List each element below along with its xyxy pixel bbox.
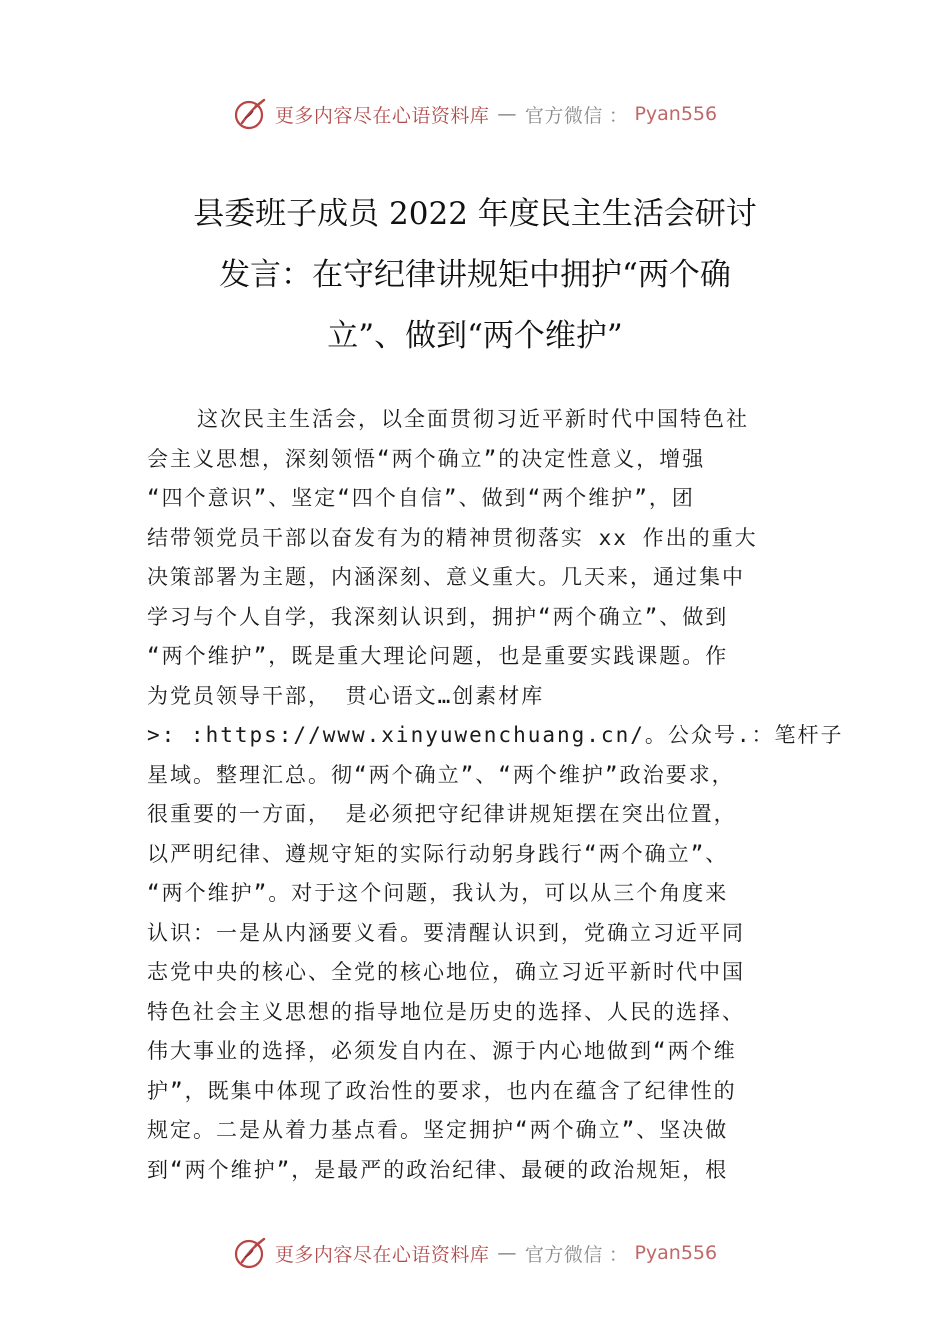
banner-slogan: 更多内容尽在心语资料库	[274, 1243, 490, 1266]
footer-banner	[0, 1233, 950, 1273]
body-line: 认识：一是从内涵要义看。要清醒认识到，党确立习近平同	[147, 920, 745, 945]
body-line: 决策部署为主题，内涵深刻、意义重大。几天来，通过集中	[147, 565, 745, 589]
body-line: 学习与个人自学，我深刻认识到，拥护“两个确立”、做到	[147, 604, 729, 629]
banner-wechat-label: 官方微信	[524, 104, 603, 127]
banner-wechat-id: Pyan556	[634, 1242, 718, 1264]
body-line: 会主义思想，深刻领悟“两个确立”的决定性意义，增强	[147, 446, 706, 471]
banner-separator: —	[497, 103, 517, 125]
banner-separator: —	[497, 1242, 517, 1264]
body-line: 星域。整理汇总。彻“两个确立”、“两个维护”政治要求，	[147, 762, 735, 787]
banner-slogan: 更多内容尽在心语资料库	[274, 104, 490, 127]
body-line: 结带领党员干部以奋发有为的精神贯彻落实 xx 作出的重大	[147, 525, 758, 550]
document-title	[120, 184, 830, 367]
title-line: 县委班子成员 2022 年度民主生活会研讨	[193, 196, 757, 232]
quill-logo-icon	[233, 96, 269, 132]
body-line: “两个维护”，既是重大理论问题，也是重要实践课题。作	[147, 644, 729, 668]
body-line: “四个意识”、坚定“四个自信”、做到“两个维护”，团	[147, 486, 695, 510]
banner-colon: ：	[608, 1243, 629, 1266]
quill-logo-icon	[233, 1235, 269, 1271]
banner-wechat-label: 官方微信	[524, 1243, 603, 1266]
body-line: 这次民主生活会，以全面贯彻习近平新时代中国特色社	[197, 407, 749, 431]
body-line: 护”，既集中体现了政治性的要求，也内在蕴含了纪律性的	[147, 1078, 737, 1103]
body-line: 规定。二是从着力基点看。坚定拥护“两个确立”、坚决做	[147, 1118, 729, 1142]
header-banner	[0, 94, 950, 134]
body-line: 特色社会主义思想的指导地位是历史的选择、人民的选择、	[147, 999, 745, 1024]
body-line: 志党中央的核心、全党的核心地位，确立习近平新时代中国	[147, 960, 745, 984]
body-line: >: :https://www.xinyuwenchuang.cn/。公众号.：笔杆子	[147, 723, 844, 747]
body-line: 以严明纪律、遵规守矩的实际行动躬身践行“两个确立”、	[147, 841, 729, 866]
title-line: 发言：在守纪律讲规矩中拥护“两个确	[219, 257, 731, 293]
body-line: 为党员领导干部， 贯心语文…创素材库	[147, 683, 545, 708]
body-line: 到“两个维护”，是最严的政治纪律、最硬的政治规矩，根	[147, 1157, 729, 1182]
banner-wechat-id: Pyan556	[634, 103, 718, 125]
title-line: 立”、做到“两个维护”	[327, 318, 623, 354]
body-paragraph	[147, 400, 844, 1190]
body-line: 伟大事业的选择，必须发自内在、源于内心地做到“两个维	[147, 1039, 737, 1063]
body-line: 很重要的一方面， 是必须把守纪律讲规矩摆在突出位置，	[147, 802, 737, 826]
body-line: “两个维护”。对于这个问题，我认为，可以从三个角度来	[147, 881, 729, 905]
banner-colon: ：	[608, 104, 629, 127]
